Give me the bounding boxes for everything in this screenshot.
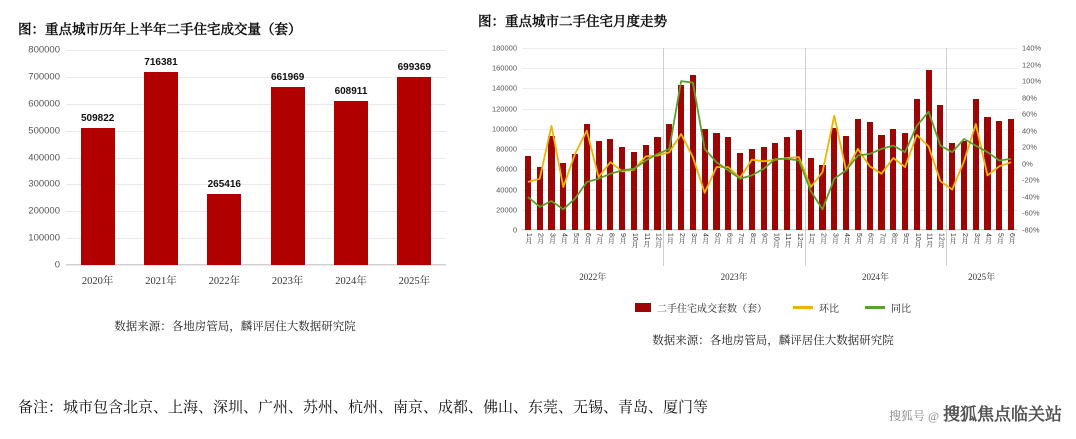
right-right-axis-tick-label: -80% xyxy=(1022,225,1040,235)
right-x-axis-month-label: 9月 xyxy=(760,233,768,244)
right-x-axis-month-label: 6月 xyxy=(1008,233,1016,244)
right-x-axis-month-label: 10月 xyxy=(913,233,921,248)
right-x-axis-month-label: 11月 xyxy=(642,233,650,248)
legend-line-swatch xyxy=(865,306,885,309)
left-chart-title: 图：重点城市历年上半年二手住宅成交量（套） xyxy=(18,22,302,37)
right-right-axis-tick-label: -60% xyxy=(1022,208,1040,218)
right-x-axis-month-label: 5月 xyxy=(572,233,580,244)
left-chart-panel xyxy=(0,0,470,400)
right-x-axis-month-label: 2月 xyxy=(960,233,968,244)
left-bar-value-label: 661969 xyxy=(270,72,305,84)
left-bar-group xyxy=(383,50,446,287)
left-x-axis-category-label: 2023年 xyxy=(271,276,304,287)
right-x-axis-month-label: 2月 xyxy=(678,233,686,244)
left-y-axis-tick-label: 0 xyxy=(54,259,60,271)
right-x-axis-month-label: 11月 xyxy=(925,233,933,248)
right-left-axis-tick-label: 140000 xyxy=(491,83,517,93)
right-x-axis-month-label: 9月 xyxy=(619,233,627,244)
left-bar-group xyxy=(319,50,382,287)
right-left-axis-tick-label: 100000 xyxy=(491,124,517,134)
left-bar-group xyxy=(256,50,319,287)
left-x-axis-category-label: 2025年 xyxy=(398,276,431,287)
left-y-axis-tick-label: 300000 xyxy=(28,178,60,190)
right-x-axis-month-label: 7月 xyxy=(595,233,603,244)
right-right-axis-tick-label: 0% xyxy=(1022,159,1033,169)
right-right-axis-tick-label: 100% xyxy=(1022,76,1042,86)
right-right-axis-tick-label: 80% xyxy=(1022,93,1038,103)
left-bar-group xyxy=(129,50,192,287)
left-y-axis-tick-label: 400000 xyxy=(28,152,60,163)
right-x-axis-month-label: 4月 xyxy=(984,233,992,244)
legend-label: 环比 xyxy=(819,304,839,315)
right-x-axis-month-label: 3月 xyxy=(831,233,839,244)
right-right-axis-tick-label: 60% xyxy=(1022,109,1038,119)
left-x-axis-category-label: 2020年 xyxy=(81,276,114,287)
right-line-mom xyxy=(528,116,1011,193)
right-x-axis-month-label: 1月 xyxy=(807,233,815,244)
right-left-axis-tick-label: 160000 xyxy=(491,63,517,73)
left-bar-group xyxy=(193,50,256,287)
right-x-axis-month-label: 5月 xyxy=(854,233,862,244)
right-right-axis-tick-label: -40% xyxy=(1022,192,1040,202)
right-x-axis-month-label: 4月 xyxy=(701,233,709,244)
left-bar xyxy=(144,72,178,265)
right-x-axis-month-label: 10月 xyxy=(630,233,638,248)
left-y-axis-tick-label: 700000 xyxy=(28,71,60,83)
right-x-axis-month-label: 6月 xyxy=(583,233,591,244)
left-bar xyxy=(81,128,115,265)
right-left-axis-tick-label: 0 xyxy=(512,225,517,235)
right-chart-title: 图：重点城市二手住宅月度走势 xyxy=(478,14,667,29)
left-y-axis-tick-label: 200000 xyxy=(28,205,60,217)
right-x-axis-month-label: 12月 xyxy=(795,233,803,248)
right-right-axis-tick-label: 120% xyxy=(1022,60,1042,70)
watermark-prefix: 搜狐号 @ xyxy=(888,409,939,423)
right-x-axis-month-label: 4月 xyxy=(843,233,851,244)
right-x-axis-month-label: 1月 xyxy=(524,233,532,244)
right-x-axis-month-label: 7月 xyxy=(737,233,745,244)
right-chart-legend xyxy=(470,300,1076,315)
left-bar xyxy=(271,87,305,265)
legend-label: 同比 xyxy=(891,304,911,315)
right-x-axis-month-label: 12月 xyxy=(937,233,945,248)
left-y-axis-tick-label: 600000 xyxy=(28,98,60,110)
left-bar-group xyxy=(66,50,129,287)
left-bar xyxy=(334,101,368,265)
right-year-label: 2022年 xyxy=(579,272,607,282)
left-x-axis-category-label: 2024年 xyxy=(335,276,367,287)
right-left-axis-tick-label: 20000 xyxy=(496,205,517,215)
right-chart-panel xyxy=(470,0,1076,400)
legend-item xyxy=(635,300,767,315)
left-x-axis-category-label: 2022年 xyxy=(208,276,241,287)
legend-item xyxy=(793,300,839,315)
right-line-series-overlay xyxy=(522,48,1017,230)
left-bar-value-label: 699369 xyxy=(397,62,431,74)
left-gridline xyxy=(66,265,446,266)
footnote-text: 备注：城市包含北京、上海、深圳、广州、苏州、杭州、南京、成都、佛山、东莞、无锡、青岛、厦门等 xyxy=(18,400,709,416)
right-x-axis-month-label: 1月 xyxy=(666,233,674,244)
left-bar-value-label: 716381 xyxy=(144,57,178,69)
watermark xyxy=(889,400,1062,425)
left-chart-source: 数据来源：各地房管局，麟评居住大数据研究院 xyxy=(114,321,356,333)
right-x-axis-month-label: 1月 xyxy=(949,233,957,244)
right-x-axis-month-label: 3月 xyxy=(689,233,697,244)
right-x-axis-month-label: 12月 xyxy=(654,233,662,248)
right-x-axis-month-label: 6月 xyxy=(725,233,733,244)
left-bar xyxy=(207,194,241,265)
legend-item xyxy=(865,300,911,315)
right-x-axis-month-label: 4月 xyxy=(560,233,568,244)
right-x-axis-month-label: 5月 xyxy=(713,233,721,244)
right-x-axis-month-label: 2月 xyxy=(819,233,827,244)
right-gridline xyxy=(522,230,1017,231)
right-left-axis-tick-label: 60000 xyxy=(496,164,517,174)
right-right-axis-tick-label: 20% xyxy=(1022,142,1038,152)
right-year-label: 2024年 xyxy=(862,272,890,282)
left-bar xyxy=(397,77,431,265)
right-left-axis-tick-label: 180000 xyxy=(491,43,517,53)
right-right-axis-tick-label: -20% xyxy=(1022,175,1040,185)
right-line-yoy xyxy=(528,81,1011,209)
right-year-label: 2025年 xyxy=(968,272,996,282)
right-x-axis-month-label: 8月 xyxy=(890,233,898,244)
right-x-axis-month-label: 11月 xyxy=(784,233,792,248)
left-y-axis-tick-label: 100000 xyxy=(28,232,60,244)
right-x-axis-month-label: 6月 xyxy=(866,233,874,244)
right-left-axis-tick-label: 120000 xyxy=(491,104,517,114)
right-x-axis-month-label: 2月 xyxy=(536,233,544,244)
watermark-text: 搜狐焦点临关站 xyxy=(943,405,1062,424)
left-y-axis-tick-label: 500000 xyxy=(28,125,60,137)
legend-line-swatch xyxy=(793,306,813,309)
right-x-axis-month-label: 3月 xyxy=(972,233,980,244)
right-x-axis-month-label: 7月 xyxy=(878,233,886,244)
right-x-axis-month-label: 8月 xyxy=(748,233,756,244)
left-x-axis-category-label: 2021年 xyxy=(145,276,177,287)
right-x-axis-month-label: 8月 xyxy=(607,233,615,244)
legend-bar-swatch xyxy=(635,303,651,312)
left-bar-value-label: 265416 xyxy=(207,178,241,190)
left-bar-value-label: 509822 xyxy=(80,113,115,124)
right-chart-plot-area xyxy=(491,43,1042,282)
right-x-axis-month-label: 10月 xyxy=(772,233,780,248)
right-left-axis-tick-label: 80000 xyxy=(496,144,517,154)
right-x-axis-month-label: 5月 xyxy=(996,233,1004,244)
right-x-axis-month-label: 9月 xyxy=(902,233,910,244)
legend-label: 二手住宅成交套数（套） xyxy=(657,304,767,315)
right-x-axis-month-label: 3月 xyxy=(548,233,556,244)
left-y-axis-tick-label: 800000 xyxy=(28,44,60,56)
left-bar-value-label: 608911 xyxy=(334,86,368,98)
right-chart-source: 数据来源：各地房管局，麟评居住大数据研究院 xyxy=(652,335,894,347)
right-right-axis-tick-label: 140% xyxy=(1022,43,1042,53)
right-left-axis-tick-label: 40000 xyxy=(496,185,517,195)
right-right-axis-tick-label: 40% xyxy=(1022,126,1038,136)
left-chart-plot-area xyxy=(28,44,446,287)
right-year-label: 2023年 xyxy=(720,272,748,282)
